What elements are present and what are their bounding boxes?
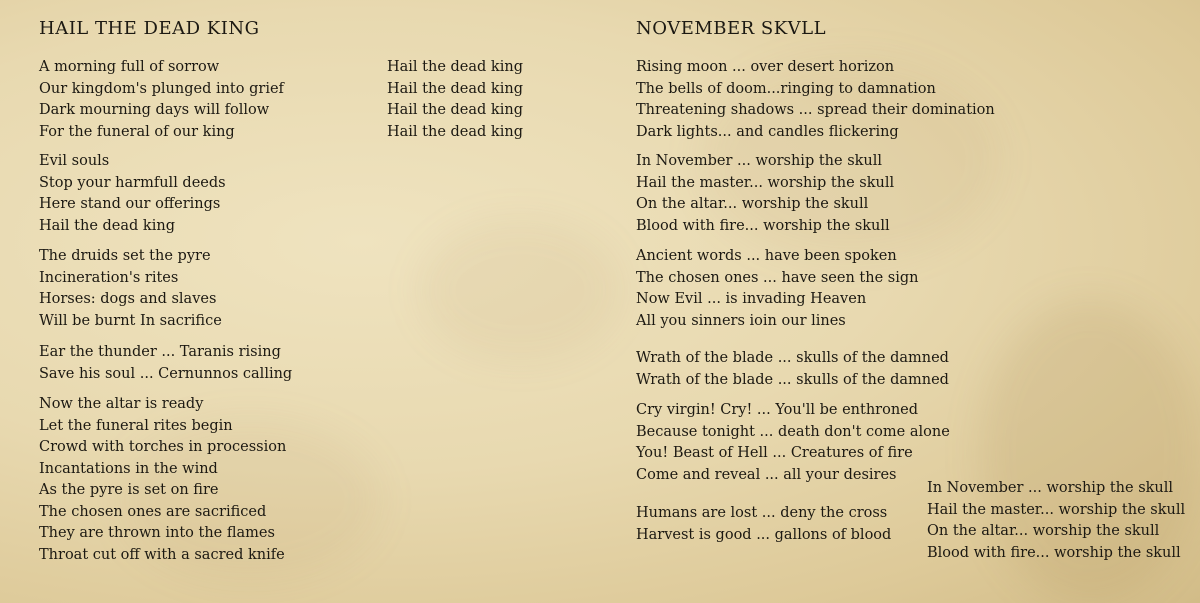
stanza-2 [39, 151, 226, 237]
lyric-line: Our kingdom's plunged into grief [39, 80, 284, 97]
song-title-hail-the-dead-king: HAIL THE DEAD KING [39, 18, 260, 39]
lyric-line: In November ... worship the skull [927, 480, 1174, 496]
lyric-line: Incineration's rites [39, 269, 179, 286]
lyric-line: Horses: dogs and slaves [39, 291, 217, 307]
lyric-line: Here stand our offerings [39, 196, 221, 212]
lyric-line: Hail the master... worship the skull [636, 174, 895, 191]
lyric-line: Ancient words ... have been spoken [636, 248, 897, 264]
lyric-line: Humans are lost ... deny the cross [636, 505, 888, 521]
lyric-line: Threatening shadows ... spread their domination [636, 102, 995, 118]
stanza-4 [39, 342, 292, 385]
lyric-line: Let the funeral rites begin [39, 417, 233, 434]
lyric-line: The chosen ones ... have seen the sign [636, 269, 919, 286]
lyric-line: Blood with fire... worship the skull [927, 544, 1181, 561]
lyric-line: A morning full of sorrow [39, 59, 220, 75]
song-title-november-skvll: NOVEMBER SKVLL [636, 18, 827, 39]
lyric-line: Hail the dead king [387, 102, 523, 118]
stanza-1 [39, 57, 284, 143]
lyric-line: Throat cut off with a sacred knife [39, 546, 285, 563]
lyric-line: On the altar... worship the skull [636, 196, 869, 212]
lyric-line: For the funeral of our king [39, 123, 235, 140]
lyric-line: Hail the dead king [387, 59, 523, 75]
lyric-line: Blood with fire... worship the skull [636, 217, 890, 234]
chorus-hail-the-dead-king [387, 57, 523, 143]
chorus-november-skvll [927, 478, 1185, 564]
stanza-6 [636, 503, 891, 546]
lyric-line: Dark mourning days will follow [39, 102, 270, 118]
lyric-line: Wrath of the blade ... skulls of the damned [636, 371, 949, 388]
lyric-line: In November ... worship the skull [636, 153, 883, 169]
lyric-line: Come and reveal ... all your desires [636, 466, 897, 483]
lyric-line: Will be burnt In sacrifice [39, 312, 222, 329]
lyric-line: Wrath of the blade ... skulls of the damned [636, 350, 949, 366]
lyric-line: Stop your harmfull deeds [39, 174, 226, 191]
lyric-line: Incantations in the wind [39, 460, 218, 477]
lyric-line: As the pyre is set on fire [39, 482, 219, 498]
lyric-line: Dark lights... and candles flickering [636, 123, 899, 140]
lyric-line: Hail the master... worship the skull [927, 501, 1186, 518]
lyric-line: Ear the thunder ... Taranis rising [39, 344, 281, 360]
lyric-line: Because tonight ... death don't come alone [636, 423, 950, 440]
stanza-5 [39, 394, 286, 566]
lyric-line: Hail the dead king [387, 80, 523, 97]
lyric-line: The druids set the pyre [39, 248, 211, 264]
lyric-line: Evil souls [39, 153, 110, 169]
lyric-line: On the altar... worship the skull [927, 523, 1160, 539]
stanza-2 [636, 151, 894, 237]
lyric-line: Now the altar is ready [39, 396, 204, 412]
lyric-line: Crowd with torches in procession [39, 439, 287, 455]
lyric-line: All you sinners ioin our lines [636, 312, 846, 329]
stanza-3 [636, 246, 918, 332]
lyric-line: Now Evil ... is invading Heaven [636, 291, 867, 307]
lyric-line: You! Beast of Hell ... Creatures of fire [636, 445, 913, 461]
stanza-3 [39, 246, 222, 332]
stanza-1 [636, 57, 995, 143]
stanza-5 [636, 400, 950, 486]
lyric-line: The chosen ones are sacrificed [39, 503, 267, 520]
lyric-line: Harvest is good ... gallons of blood [636, 526, 892, 543]
lyric-line: The bells of doom...ringing to damnation [636, 80, 936, 97]
lyric-line: They are thrown into the flames [39, 525, 275, 541]
stanza-4 [636, 348, 949, 391]
lyric-line: Cry virgin! Cry! ... You'll be enthroned [636, 402, 919, 418]
lyric-line: Hail the dead king [387, 123, 523, 140]
lyric-line: Save his soul ... Cernunnos calling [39, 365, 293, 382]
lyric-line: Hail the dead king [39, 217, 175, 234]
lyric-line: Rising moon ... over desert horizon [636, 59, 895, 75]
